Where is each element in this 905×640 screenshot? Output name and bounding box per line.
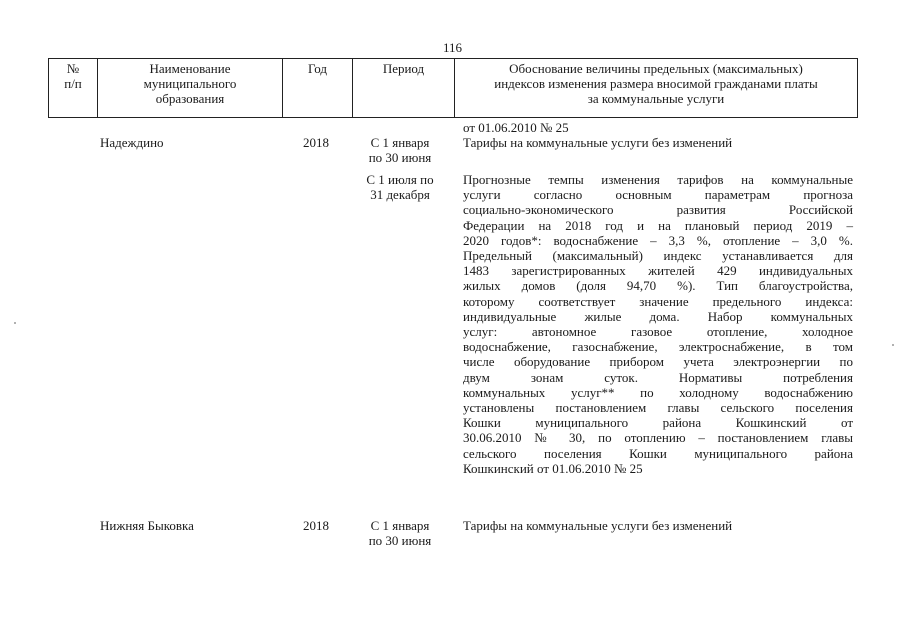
header-col-year bbox=[282, 59, 352, 117]
row2-period-first-half bbox=[355, 518, 445, 548]
row2-municipality-name: Нижняя Быковка bbox=[100, 518, 194, 533]
period-line: по 30 июня bbox=[368, 150, 432, 166]
justification-line: водоснабжение, газоснабжение, электроснабжение, в том bbox=[463, 339, 853, 355]
period-line: по 30 июня bbox=[368, 533, 432, 549]
justification-line: двум зонам суток. Нормативы потребления bbox=[463, 369, 853, 385]
justification-line: коммунальных услуг** по холодному водоснабжению bbox=[463, 384, 853, 400]
period-line: С 1 июля по bbox=[366, 172, 434, 187]
header-col-municipality-line: Наименование bbox=[149, 61, 231, 76]
continuation-text: от 01.06.2010 № 25 bbox=[463, 120, 569, 135]
justification-line: жилых домов (доля 94,70 %). Тип благоустройства, bbox=[463, 278, 853, 294]
row2-justification-first-half: Тарифы на коммунальные услуги без изменений bbox=[463, 518, 733, 533]
header-col-number-line: № bbox=[66, 61, 80, 76]
justification-line: 2020 годов*: водоснабжение – 3,3 %, отопление – 3,0 %. bbox=[463, 232, 853, 248]
justification-line: Прогнозные темпы изменения тарифов на коммунальные bbox=[463, 172, 853, 187]
justification-line: Кошкинский от 01.06.2010 № 25 bbox=[463, 460, 643, 476]
header-col-year-line: Год bbox=[307, 61, 328, 76]
scan-artifact bbox=[892, 344, 894, 346]
scan-artifact bbox=[14, 322, 16, 324]
header-col-justification-line: Обоснование величины предельных (максимальных) bbox=[509, 61, 803, 76]
row1-period-second-half bbox=[355, 172, 445, 202]
justification-line: услуги согласно основным параметрам прогноза bbox=[463, 187, 853, 203]
justification-line: социально-экономического развития Российской bbox=[463, 202, 853, 218]
header-col-justification bbox=[454, 59, 857, 117]
row2-year: 2018 bbox=[303, 518, 329, 533]
justification-line: Предельный (максимальный) индекс устанавливается для bbox=[463, 248, 853, 264]
row1-justification-second-half bbox=[463, 172, 853, 476]
header-col-number bbox=[49, 59, 97, 117]
header-col-municipality-line: образования bbox=[155, 91, 225, 106]
header-col-number-line: п/п bbox=[64, 76, 82, 91]
period-line: С 1 января bbox=[370, 518, 430, 533]
header-col-justification-line: за коммунальные услуги bbox=[587, 91, 725, 106]
row1-period-first-half bbox=[355, 135, 445, 165]
page-number: 116 bbox=[442, 40, 463, 55]
justification-line: которому соответствует значение предельного индекса: bbox=[463, 293, 853, 309]
justification-line: сельского поселения Кошки муниципального района bbox=[463, 445, 853, 461]
header-col-municipality bbox=[97, 59, 282, 117]
header-col-period-line: Период bbox=[382, 61, 425, 76]
header-col-period bbox=[352, 59, 454, 117]
justification-line: 1483 зарегистрированных жителей 429 индивидуальных bbox=[463, 263, 853, 279]
justification-line: Федерации на 2018 год и на плановый период 2019 – bbox=[463, 217, 853, 233]
table-header bbox=[48, 58, 858, 118]
period-line: С 1 января bbox=[370, 135, 430, 150]
period-line: 31 декабря bbox=[370, 187, 430, 203]
row1-justification-first-half: Тарифы на коммунальные услуги без изменений bbox=[463, 135, 733, 150]
row1-year: 2018 bbox=[303, 135, 329, 150]
header-col-justification-line: индексов изменения размера вносимой гражданами платы bbox=[494, 76, 818, 91]
justification-line: Кошки муниципального района Кошкинский от bbox=[463, 415, 853, 431]
justification-line: индивидуальные жилые дома. Набор коммунальных bbox=[463, 308, 853, 324]
justification-line: услуг: автономное газовое отопление, холодное bbox=[463, 324, 853, 340]
justification-line: числе оборудование прибором учета электроэнергии по bbox=[463, 354, 853, 370]
justification-line: установлены постановлением главы сельского поселения bbox=[463, 400, 853, 416]
row1-municipality-name: Надеждино bbox=[100, 135, 164, 150]
justification-line: 30.06.2010 № 30, по отоплению – постановлением главы bbox=[463, 430, 853, 446]
header-col-municipality-line: муниципального bbox=[143, 76, 237, 91]
